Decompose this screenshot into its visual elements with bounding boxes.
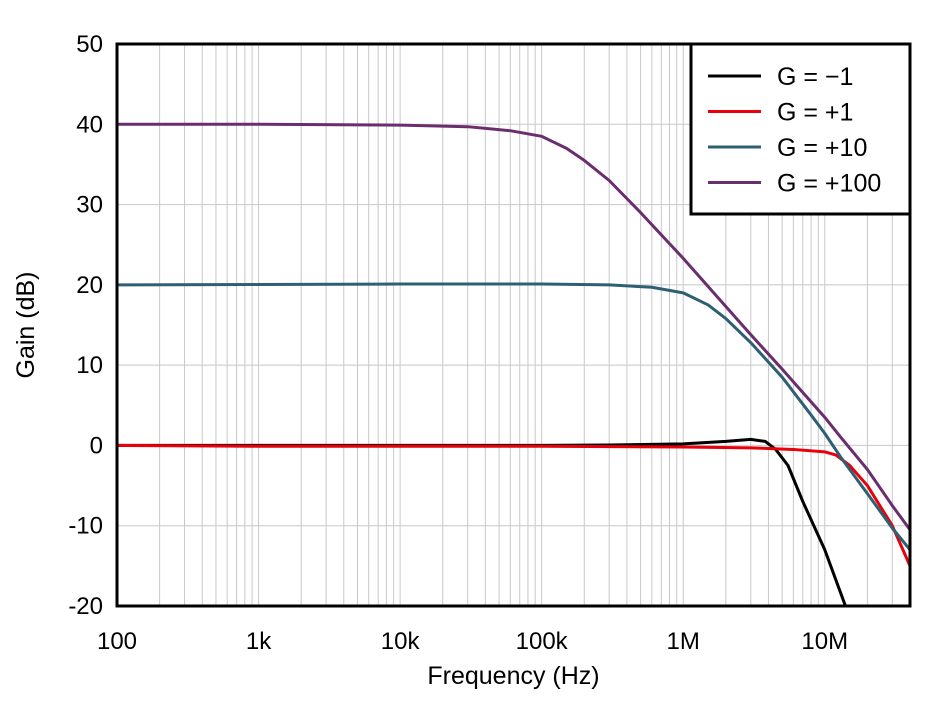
y-tick-label: 50 [76,31,103,58]
y-tick-label: 20 [76,271,103,299]
series-line-0 [117,439,845,606]
series-line-2 [117,284,910,550]
y-tick-label: -20 [68,593,103,620]
legend-label-3: G = +100 [777,169,882,198]
legend-label-2: G = +10 [777,134,868,162]
x-tick-label: 10M [801,628,849,655]
y-tick-label: 40 [76,111,103,139]
y-axis-title: Gain (dB) [12,271,40,379]
y-tick-label: -10 [68,512,103,540]
y-tick-labels [68,31,103,620]
x-axis-title: Frequency (Hz) [427,662,600,690]
legend-label-0: G = −1 [777,63,854,91]
x-tick-label: 100k [515,628,568,655]
x-tick-label: 100 [96,628,138,655]
legend-label-1: G = +1 [777,98,854,127]
x-tick-label: 1k [245,628,272,655]
x-tick-labels [97,628,848,655]
y-tick-label: 0 [89,432,103,460]
series-line-1 [117,445,910,565]
x-tick-label: 10k [380,628,420,655]
y-tick-label: 10 [76,352,103,380]
y-tick-label: 30 [76,191,103,219]
x-tick-label: 1M [666,628,700,655]
legend [691,44,910,214]
